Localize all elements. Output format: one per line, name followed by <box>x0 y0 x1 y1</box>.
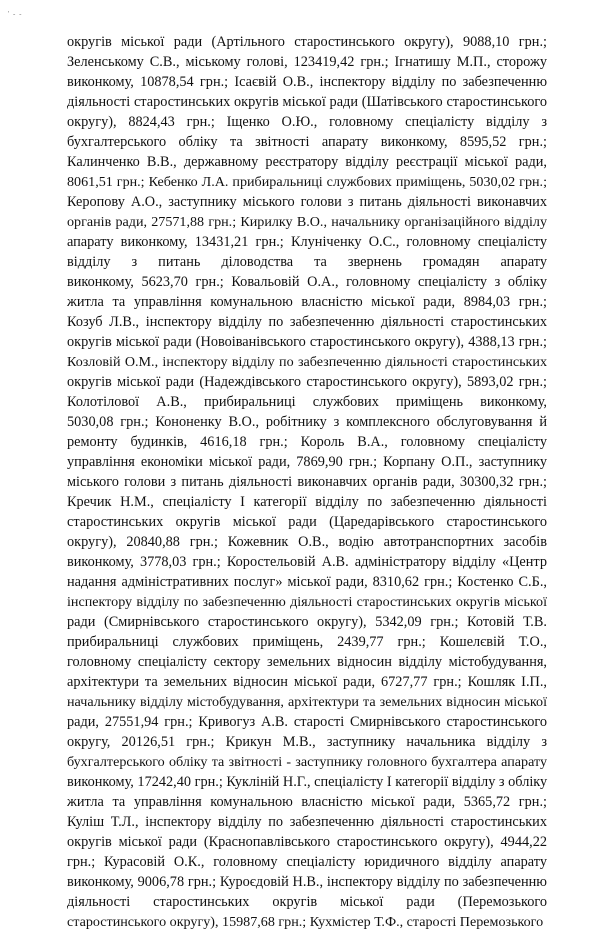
text-line: бухгалтерського обліку та звітності - заступнику головного бухгалтера апарату <box>67 754 547 770</box>
text-line: відділу з питань діловодства та звернень громадян апарату <box>67 254 547 270</box>
text-line: грн.; Курасовій О.К., головному спеціалісту юридичного відділу апарату <box>67 854 547 870</box>
text-line: начальнику відділу містобудування, архітектури та земельних відносин міської <box>67 694 547 710</box>
text-line: округів міської ради (Новоіванівського старостинського округу), 4388,13 грн.; <box>67 334 547 350</box>
text-line: округів міської ради (Краснопавлівського старостинського округу), 4944,22 <box>67 834 547 850</box>
text-line: житла та управління комунальною власністю міської ради, 8984,03 грн.; <box>67 294 547 310</box>
document-body-text <box>67 32 547 932</box>
text-line: округу), 8824,43 грн.; Іщенко О.Ю., головному спеціалісту відділу з <box>67 114 547 130</box>
text-line: головному спеціалісту сектору земельних відносин відділу містобудування, <box>67 654 547 670</box>
text-line: Куліш Т.Л., інспектору відділу по забезпеченню діяльності старостинських <box>67 814 547 830</box>
text-line: ремонту будинків, 4616,18 грн.; Король В.А., головному спеціалісту <box>67 434 547 450</box>
text-line: 8061,51 грн.; Кебенко Л.А. прибиральниці службових приміщень, 5030,02 грн.; <box>67 174 547 190</box>
text-line: Козловій О.М., інспектору відділу по забезпеченню діяльності старостинських <box>67 354 547 370</box>
text-line: Керопову А.О., заступнику міського голови з питань діяльності виконавчих <box>67 194 547 210</box>
text-line: органів ради, 27571,88 грн.; Кирилку В.О., начальнику організаційного відділу <box>67 214 547 230</box>
text-line: Кречик Н.М., спеціалісту І категорії відділу по забезпеченню діяльності <box>67 494 547 510</box>
text-line: виконкому, 10878,54 грн.; Ісаєвій О.В., інспектору відділу по забезпеченню <box>67 74 547 90</box>
text-line: архітектури та земельних відносин міської ради, 6727,77 грн.; Кошляк І.П., <box>67 674 547 690</box>
text-line: округів міської ради (Артільного старостинського округу), 9088,10 грн.; <box>67 34 547 50</box>
text-line: діяльності старостинських округів міської ради (Перемозького <box>67 894 547 910</box>
text-line: виконкому, 3778,03 грн.; Коростельовій А.В. адміністратору відділу «Центр <box>67 554 547 570</box>
text-line: житла та управління комунальною власністю міської ради, 5365,72 грн.; <box>67 794 547 810</box>
text-line: управління економіки міської ради, 7869,90 грн.; Корпану О.П., заступнику <box>67 454 547 470</box>
text-line: бухгалтерського обліку та звітності апарату виконкому, 8595,52 грн.; <box>67 134 547 150</box>
text-line: округів міської ради (Надеждівського старостинського округу), 5893,02 грн.; <box>67 374 547 390</box>
text-line: інспектору відділу по забезпеченню діяльності старостинських округів міської <box>67 594 547 610</box>
text-line: Калинченко В.В., державному реєстратору відділу реєстрації міської ради, <box>67 154 547 170</box>
text-line: Колотілової А.В., прибиральниці службових приміщень виконкому, <box>67 394 547 410</box>
text-line: старостинського округу), 15987,68 грн.; Кухмістер Т.Ф., старості Перемозького <box>67 914 544 930</box>
text-line: надання адміністративних послуг» міської ради, 8310,62 грн.; Костенко С.Б., <box>67 574 547 590</box>
text-line: округу), 20840,88 грн.; Кожевник О.В., водію автотранспортних засобів <box>67 534 547 550</box>
text-line: міського голови з питань діяльності виконавчих органів ради, 30300,32 грн.; <box>67 474 547 490</box>
text-line: виконкому, 17242,40 грн.; Кукліній Н.Г., спеціалісту І категорії відділу з обліку <box>67 774 548 790</box>
text-line: виконкому, 9006,78 грн.; Куроєдовій Н.В., інспектору відділу по забезпеченню <box>67 874 547 890</box>
text-line: діяльності старостинських округів міської ради (Шатівського старостинського <box>67 94 547 110</box>
text-line: старостинських округів міської ради (Царедарівського старостинського <box>67 514 547 530</box>
page-corner-mark: ' - - <box>8 10 23 18</box>
text-line: округу, 20126,51 грн.; Крикун М.В., заступнику начальника відділу з <box>67 734 547 750</box>
text-line: ради (Смирнівського старостинського округу), 5342,09 грн.; Котовій Т.В. <box>67 614 547 630</box>
text-line: апарату виконкому, 13431,21 грн.; Клуніченку О.С., головному спеціалісту <box>67 234 547 250</box>
text-line: ради, 27551,94 грн.; Кривогуз А.В. старості Смирнівського старостинського <box>67 714 547 730</box>
text-line: Козуб Л.В., інспектору відділу по забезпеченню діяльності старостинських <box>67 314 547 330</box>
text-line: виконкому, 5623,70 грн.; Ковальовій О.А., головному спеціалісту з обліку <box>67 274 547 290</box>
text-line: прибиральниці службових приміщень, 2439,77 грн.; Кошелєвій Т.О., <box>67 634 547 650</box>
text-line: Зеленському С.В., міському голові, 123419,42 грн.; Ігнатишу М.П., сторожу <box>67 54 547 70</box>
text-line: 5030,08 грн.; Кононенку В.О., робітнику з комплексного обслуговування й <box>67 414 547 430</box>
